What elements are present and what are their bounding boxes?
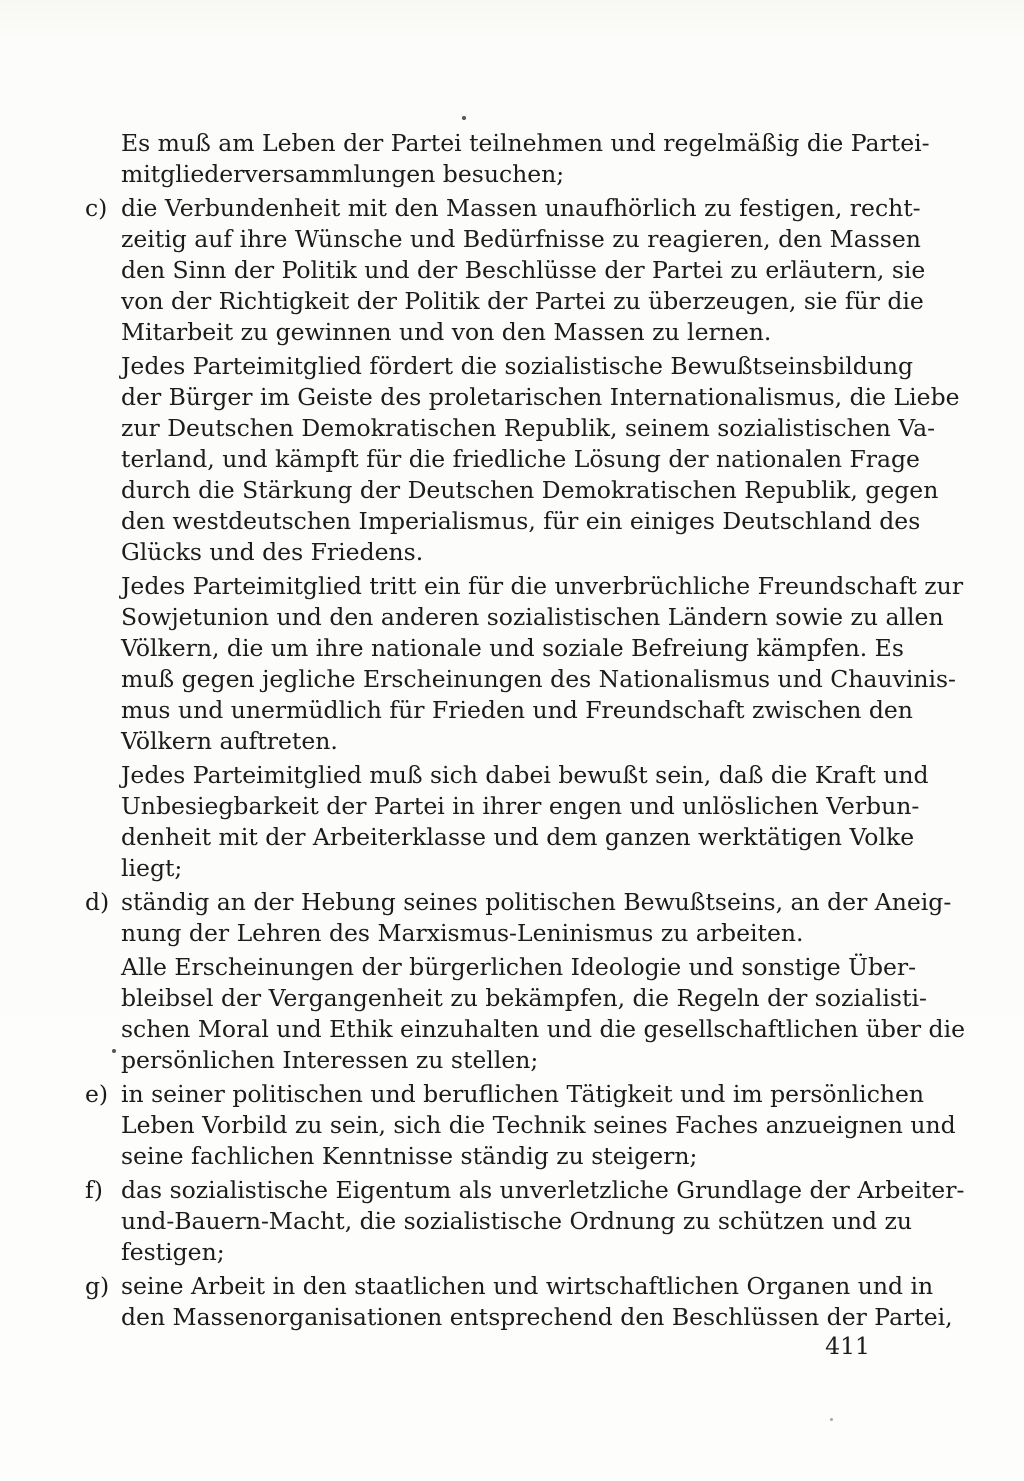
line-text: festigen; [121,1238,225,1266]
list-item-label: d) [85,888,110,916]
line-text: Sowjetunion und den anderen sozialistischen Ländern sowie zu allen [121,603,944,631]
line-text: Leben Vorbild zu sein, sich die Technik seines Faches anzueignen und [121,1111,956,1139]
text-line [121,853,871,884]
line-text: Völkern, die um ihre nationale und soziale Befreiung kämpfen. Es [121,634,904,662]
text-line [121,286,924,317]
line-text: Jedes Parteimitglied muß sich dabei bewußt sein, daß die Kraft und [121,761,929,789]
line-text: mus und unermüdlich für Frieden und Freundschaft zwischen den [121,696,913,724]
line-text: muß gegen jegliche Erscheinungen des Nationalismus und Chauvinis- [121,665,956,693]
line-text: in seiner politischen und beruflichen Tätigkeit und im persönlichen [121,1080,925,1108]
line-text: terland, und kämpft für die friedliche Lösung der nationalen Frage [121,445,920,473]
text-line [121,695,913,726]
line-text: mitgliederversammlungen besuchen; [121,160,565,188]
text-line [121,413,936,444]
text-line [121,760,929,791]
text-line [85,1079,925,1110]
text-line [85,1175,965,1206]
text-line [121,571,964,602]
print-speck [112,1049,116,1053]
list-item-label: c) [85,194,108,222]
line-text: Mitarbeit zu gewinnen und von den Massen zu lernen. [121,318,772,346]
text-line [121,444,920,475]
line-text: Glücks und des Friedens. [121,538,424,566]
text-line [121,382,960,413]
line-text: der Bürger im Geiste des proletarischen Internationalismus, die Liebe [121,383,960,411]
text-line [121,475,939,506]
list-item-label: g) [85,1272,110,1300]
line-text: durch die Stärkung der Deutschen Demokratischen Republik, gegen [121,476,939,504]
line-text: seine fachlichen Kenntnisse ständig zu steigern; [121,1142,698,1170]
text-line [121,351,914,382]
print-speck [830,1418,833,1421]
page-number: 411 [825,1332,870,1360]
line-text: Alle Erscheinungen der bürgerlichen Ideologie und sonstige Über- [121,953,917,981]
text-line [121,255,926,286]
list-item-label: e) [85,1080,109,1108]
body-text [85,128,966,1333]
line-text: und-Bauern-Macht, die sozialistische Ordnung zu schützen und zu [121,1207,913,1235]
line-text: zur Deutschen Demokratischen Republik, seinem sozialistischen Va- [121,414,936,442]
text-line [121,633,904,664]
text-line [121,317,871,348]
text-line [121,506,921,537]
list-item-label: f) [85,1176,103,1204]
text-line [121,1045,871,1076]
print-speck [462,116,466,120]
line-text: den Massenorganisationen entsprechend den Beschlüssen der Partei, [121,1303,953,1331]
line-text: von der Richtigkeit der Politik der Partei zu überzeugen, sie für die [121,287,924,315]
line-text: bleibsel der Vergangenheit zu bekämpfen, die Regeln der sozialisti- [121,984,927,1012]
line-text: Unbesiegbarkeit der Partei in ihrer engen und unlöslichen Verbun- [121,792,920,820]
text-line [121,822,915,853]
text-line [121,1237,871,1268]
line-text: zeitig auf ihre Wünsche und Bedürfnisse zu reagieren, den Massen [121,225,921,253]
line-text: nung der Lehren des Marxismus-Leninismus zu arbeiten. [121,919,804,947]
text-line [121,983,927,1014]
text-line [121,1141,871,1172]
line-text: persönlichen Interessen zu stellen; [121,1046,539,1074]
line-text: die Verbundenheit mit den Massen unaufhörlich zu festigen, recht- [121,194,921,222]
line-text: liegt; [121,854,183,882]
line-text: den Sinn der Politik und der Beschlüsse der Partei zu erläutern, sie [121,256,926,284]
text-line [121,952,917,983]
line-text: denheit mit der Arbeiterklasse und dem ganzen werktätigen Volke [121,823,915,851]
text-line [85,193,921,224]
line-text: den westdeutschen Imperialismus, für ein einiges Deutschland des [121,507,921,535]
text-line [121,1302,953,1333]
text-line [121,664,956,695]
line-text: Es muß am Leben der Partei teilnehmen und regelmäßig die Partei- [121,129,930,157]
line-text: schen Moral und Ethik einzuhalten und die gesellschaftlichen über die [121,1015,966,1043]
text-line [121,128,930,159]
text-line [121,1014,966,1045]
line-text: das sozialistische Eigentum als unverletzliche Grundlage der Arbeiter- [121,1176,965,1204]
text-line [121,1110,956,1141]
line-text: Jedes Parteimitglied fördert die sozialistische Bewußtseinsbildung [121,352,914,380]
text-line [121,159,871,190]
text-line [121,1206,913,1237]
text-line [85,887,952,918]
line-text: Jedes Parteimitglied tritt ein für die unverbrüchliche Freundschaft zur [121,572,964,600]
line-text: ständig an der Hebung seines politischen Bewußtseins, an der Aneig- [121,888,952,916]
text-line [121,602,944,633]
text-line [121,224,921,255]
line-text: seine Arbeit in den staatlichen und wirtschaftlichen Organen und in [121,1272,934,1300]
text-line [121,918,871,949]
text-line [85,1271,934,1302]
text-line [121,791,920,822]
text-line [121,726,871,757]
text-line [121,537,871,568]
line-text: Völkern auftreten. [121,727,338,755]
